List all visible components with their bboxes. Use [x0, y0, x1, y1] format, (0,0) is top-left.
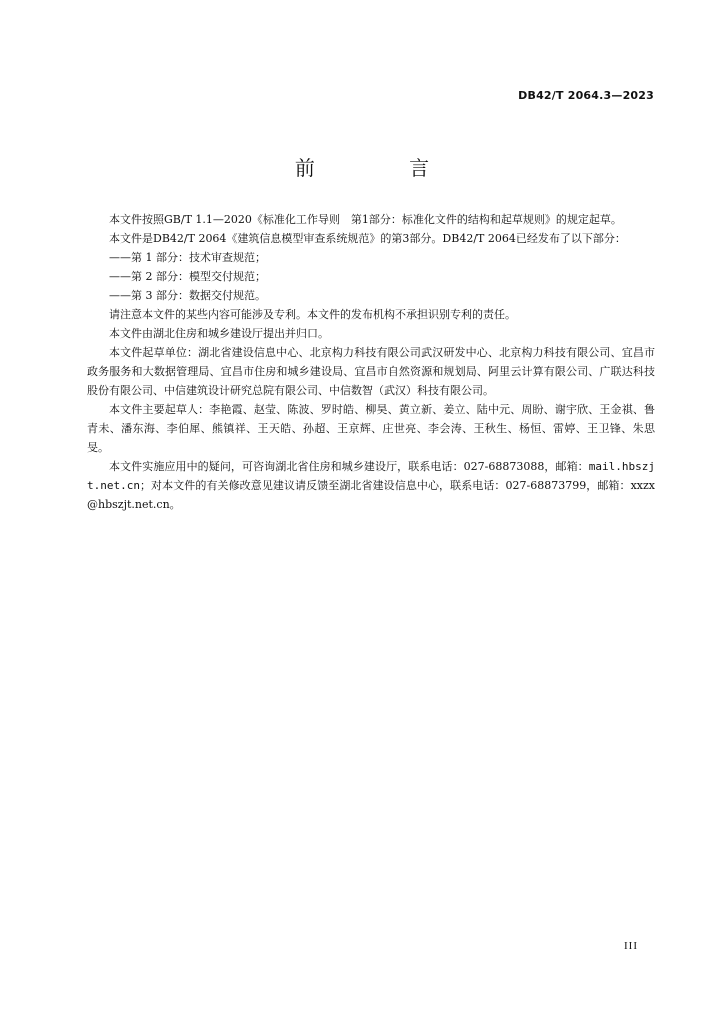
foreword-body: [87, 210, 655, 514]
email-link[interactable]: mail.hbszjt.net.cn: [87, 460, 655, 492]
paragraph-drafting-units: 本文件起草单位：湖北省建设信息中心、北京构力科技有限公司武汉研发中心、北京构力科技有限公司、宜昌市政务服务和大数据管理局、宜昌市住房和城乡建设局、宜昌市自然资源和规划局、阿里云计算有限公司、广联达科技股份有限公司、中信建筑设计研究总院有限公司、中信数智（武汉）科技有限公司。: [87, 346, 655, 397]
paragraph-contact: [87, 457, 655, 514]
paragraph-drafting-basis: 本文件按照GB/T 1.1—2020《标准化工作导则 第1部分：标准化文件的结构和起草规则》的规定起草。: [109, 213, 622, 226]
paragraph-series-intro: 本文件是DB42/T 2064《建筑信息模型审查系统规范》的第3部分。DB42/T 2064已经发布了以下部分：: [109, 232, 626, 245]
list-item: ——第 1 部分：技术审查规范；: [109, 251, 266, 264]
contact-text: ；对本文件的有关修改意见建议请反馈至湖北省建设信息中心，联系电话：027-68873799，邮箱：xxzx@hbszjt.net.cn。: [87, 479, 655, 511]
list-item: ——第 3 部分：数据交付规范。: [109, 289, 266, 302]
document-code: DB42/T 2064.3—2023: [518, 89, 654, 102]
page-number: III: [624, 940, 638, 952]
paragraph-drafters: 本文件主要起草人：李艳霞、赵莹、陈波、罗时皓、柳昊、黄立新、姜立、陆中元、周盼、谢宇欣、王金祺、鲁青未、潘东海、李伯犀、熊镇祥、王天皓、孙超、王京辉、庄世亮、李会涛、王秋生、杨恒、雷婷、王卫锋、朱思旻。: [87, 403, 655, 454]
list-item: ——第 2 部分：模型交付规范；: [109, 270, 266, 283]
paragraph-proposer: 本文件由湖北住房和城乡建设厅提出并归口。: [109, 327, 329, 340]
contact-text: 本文件实施应用中的疑问，可咨询湖北省住房和城乡建设厅，联系电话：027-68873088，邮箱：: [109, 460, 589, 473]
page-title: 前 言: [294, 156, 474, 180]
paragraph-patent-notice: 请注意本文件的某些内容可能涉及专利。本文件的发布机构不承担识别专利的责任。: [109, 308, 516, 321]
